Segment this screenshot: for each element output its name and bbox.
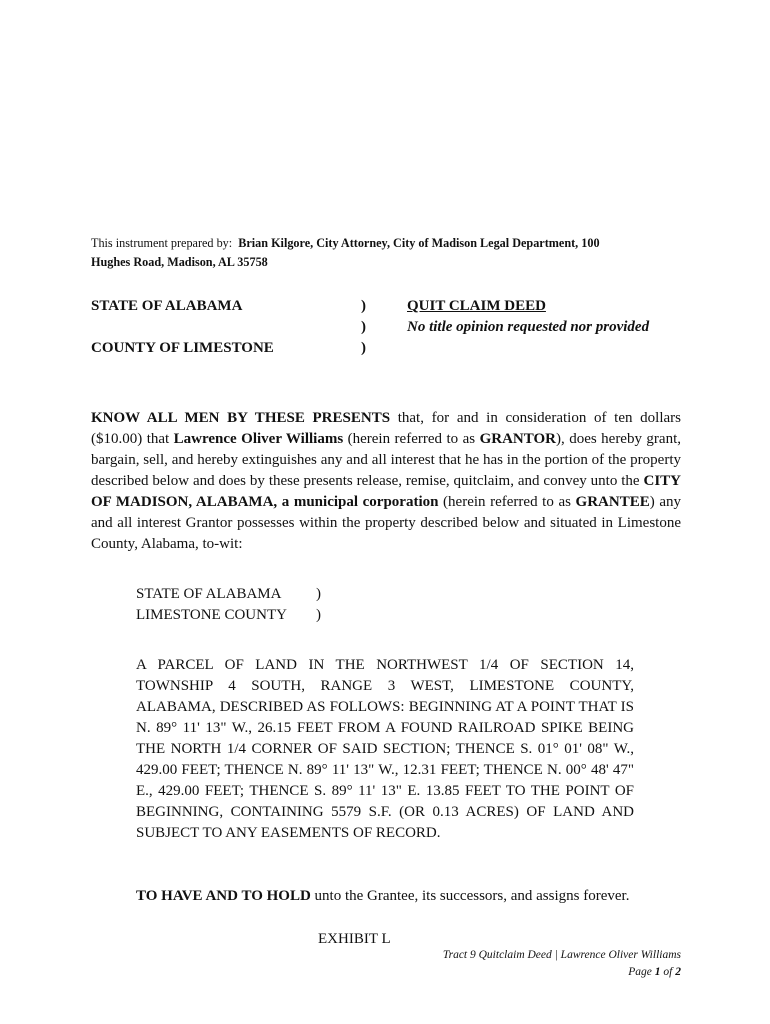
caption-state: STATE OF ALABAMA — [91, 298, 243, 314]
preparer-name-line1: Brian Kilgore, City Attorney, City of Madison Legal Department, 100 — [238, 236, 600, 250]
habendum-clause — [136, 886, 696, 907]
prepared-by-label: This instrument prepared by: — [91, 236, 233, 250]
exhibit-label: EXHIBIT L — [318, 931, 391, 947]
body-text: (herein referred to as — [343, 431, 480, 447]
property-caption-county-row — [136, 605, 436, 626]
caption-row-1 — [91, 296, 691, 317]
deed-title: QUIT CLAIM DEED — [407, 298, 546, 314]
footer-document-title: Tract 9 Quitclaim Deed | Lawrence Oliver Williams — [442, 949, 681, 961]
caption-paren: ) — [361, 298, 366, 314]
body-text: ) any and all interest Grantor possesses within the property described below and situated in Limestone County, Alabama, to-wit: — [91, 494, 681, 552]
caption-row-2 — [91, 317, 691, 338]
page-number — [443, 964, 681, 981]
caption-row-3 — [91, 338, 691, 359]
total-pages: 2 — [675, 966, 681, 978]
current-page: 1 — [654, 966, 661, 978]
body-text: (herein referred to as — [438, 494, 576, 510]
caption-paren: ) — [361, 340, 366, 356]
habendum-text: unto the Grantee, its successors, and assigns forever. — [310, 888, 630, 904]
property-caption-state-row — [136, 584, 436, 605]
body-text: ), does hereby grant, bargain, sell, and hereby extinguishes any and all interest that he has in the portion of the property described below and does by these presents release, remise, quitclaim, and convey unto the — [91, 431, 682, 489]
know-all-men-phrase: KNOW ALL MEN BY THESE PRESENTS — [91, 410, 391, 426]
habendum-phrase: TO HAVE AND TO HOLD — [136, 888, 311, 904]
caption-paren: ) — [361, 319, 366, 335]
page-word: Page — [628, 966, 655, 978]
grantee-label: GRANTEE — [575, 494, 650, 510]
preparer-name-line2: Hughes Road, Madison, AL 35758 — [91, 255, 268, 269]
conveyance-paragraph — [91, 408, 681, 555]
property-county: LIMESTONE COUNTY — [136, 607, 287, 623]
deed-caption — [91, 296, 691, 366]
body-text: that, for and in consideration of ten dollars ($10.00) that — [91, 410, 682, 447]
prepared-by-block — [91, 234, 691, 272]
caption-county: COUNTY OF LIMESTONE — [91, 340, 274, 356]
grantor-label: GRANTOR — [479, 431, 556, 447]
page-footer — [443, 947, 681, 981]
property-caption-paren: ) — [316, 607, 321, 623]
title-opinion-note: No title opinion requested nor provided — [407, 319, 650, 335]
grantee-name: CITY OF MADISON, ALABAMA, a municipal corporation — [91, 473, 681, 510]
grantor-name: Lawrence Oliver Williams — [173, 431, 344, 447]
legal-description: A PARCEL OF LAND IN THE NORTHWEST 1/4 OF SECTION 14, TOWNSHIP 4 SOUTH, RANGE 3 WEST, LIMESTONE COUNTY, ALABAMA, DESCRIBED AS FOLLOWS: BEGINNING AT A POINT THAT IS N. 89° 11' 13" W., 26.15 FEET FROM A FOUND RAILROAD SPIKE BEING THE NORTH 1/4 CORNER OF SAID SECTION; THENCE S. 01° 01' 08" W., 429.00 FEET; THENCE N. 89° 11' 13" W., 12.31 FEET; THENCE N. 00° 48' 47" E., 429.00 FEET; THENCE S. 89° 11' 13" E. 13.85 FEET TO THE POINT OF BEGINNING, CONTAINING 5579 S.F. (OR 0.13 ACRES) OF LAND AND SUBJECT TO ANY EASEMENTS OF RECORD. — [136, 657, 634, 841]
property-state: STATE OF ALABAMA — [136, 586, 282, 602]
property-caption — [136, 584, 436, 626]
of-word: of — [660, 966, 676, 978]
property-caption-paren: ) — [316, 586, 321, 602]
